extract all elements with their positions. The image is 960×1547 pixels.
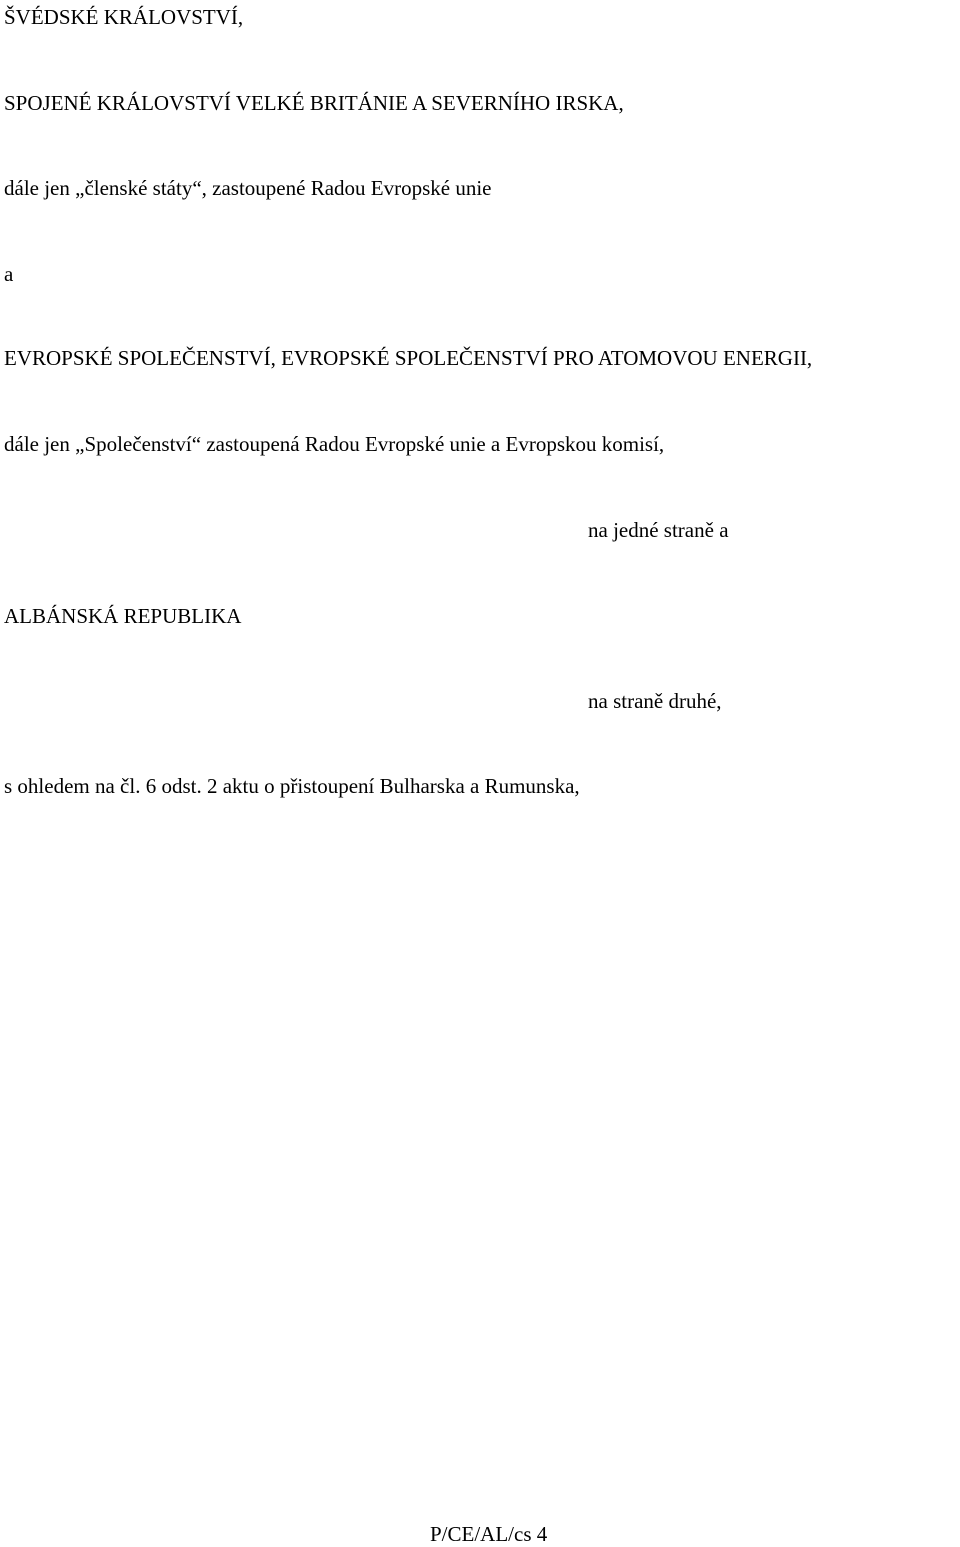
party-albania: ALBÁNSKÁ REPUBLIKA [4,604,242,628]
other-side-clause: na straně druhé, [588,689,722,713]
member-states-clause: dále jen „členské státy“, zastoupené Radou Evropské unie [4,176,492,200]
one-side-clause: na jedné straně a [588,518,729,542]
party-united-kingdom: SPOJENÉ KRÁLOVSTVÍ VELKÉ BRITÁNIE A SEVERNÍHO IRSKA, [4,91,624,115]
page-footer: P/CE/AL/cs 4 [430,1522,548,1546]
conjunction-a: a [4,262,14,286]
party-sweden: ŠVÉDSKÉ KRÁLOVSTVÍ, [4,5,244,29]
accession-act-clause: s ohledem na čl. 6 odst. 2 aktu o přistoupení Bulharska a Rumunska, [4,774,580,798]
party-communities: EVROPSKÉ SPOLEČENSTVÍ, EVROPSKÉ SPOLEČENSTVÍ PRO ATOMOVOU ENERGII, [4,346,813,370]
communities-clause: dále jen „Společenství“ zastoupená Radou Evropské unie a Evropskou komisí, [4,432,665,456]
